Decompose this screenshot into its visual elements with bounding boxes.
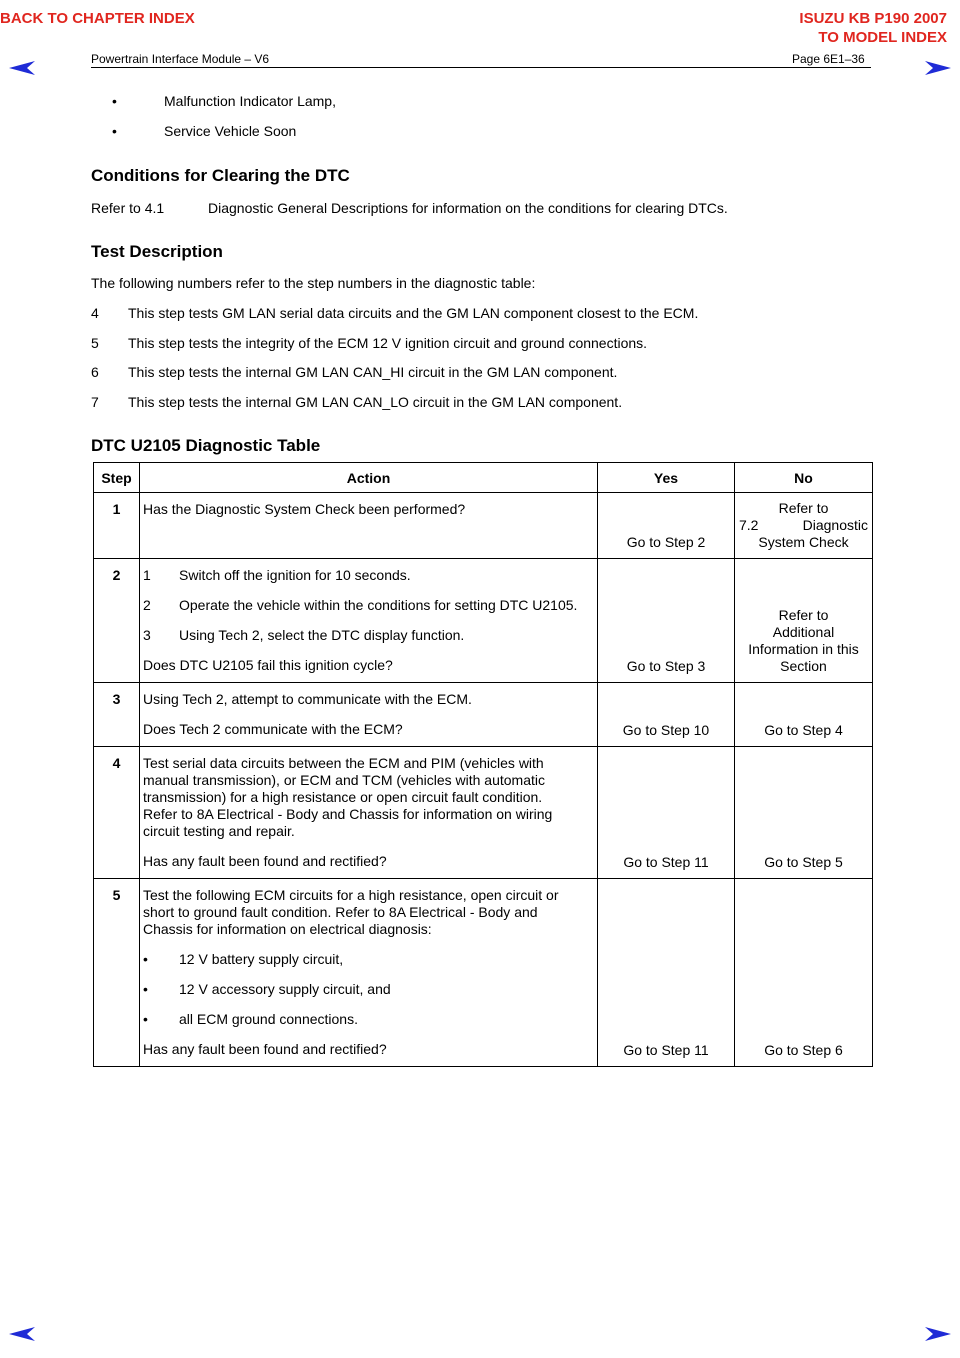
list-item: • Service Vehicle Soon	[112, 123, 297, 139]
bullet-icon: •	[143, 1011, 148, 1027]
action-cell: Test the following ECM circuits for a high resistance, open circuit or short to ground fault condition. Refer to 8A Electrical - Body and Chassis for information on electrical diagnosis: • 12 V battery supply circuit, • 12 V accessory supply circuit, and • all ECM ground connections. Has any fault been found and rectified?	[140, 879, 598, 1067]
column-header-step: Step	[94, 463, 140, 493]
list-item: 4 This step tests GM LAN serial data circuits and the GM LAN component closest to the ECM.	[91, 305, 699, 321]
step-number: 2	[94, 559, 140, 683]
bullet-icon: •	[143, 981, 148, 997]
next-page-arrow-bottom-icon[interactable]	[924, 1326, 952, 1342]
no-cell[interactable]: Refer to Additional Information in this Section	[735, 559, 873, 683]
yes-cell[interactable]: Go to Step 11	[598, 747, 735, 879]
header-title: Powertrain Interface Module – V6	[91, 52, 270, 66]
back-to-chapter-index-link[interactable]: BACK TO CHAPTER INDEX	[0, 10, 195, 27]
list-item: • 12 V accessory supply circuit, and	[143, 981, 391, 997]
list-item: • Malfunction Indicator Lamp,	[112, 93, 336, 109]
table-heading: DTC U2105 Diagnostic Table	[91, 436, 321, 455]
clearing-ref: Refer to 4.1	[91, 200, 165, 216]
list-item: 5 This step tests the integrity of the ECM 12 V ignition circuit and ground connections.	[91, 335, 648, 351]
test-description-heading: Test Description	[91, 242, 223, 261]
bullet-icon: •	[143, 951, 148, 967]
diagnostic-table	[93, 462, 873, 1067]
no-cell[interactable]: Go to Step 6	[735, 879, 873, 1067]
column-header-yes: Yes	[598, 463, 735, 493]
previous-page-arrow-bottom-icon[interactable]	[8, 1326, 36, 1342]
test-description-intro: The following numbers refer to the step numbers in the diagnostic table:	[91, 275, 536, 291]
yes-cell[interactable]: Go to Step 10	[598, 683, 735, 747]
table-row	[94, 493, 873, 559]
clearing-text: Diagnostic General Descriptions for information on the conditions for clearing DTCs.	[208, 200, 728, 216]
list-item: • all ECM ground connections.	[143, 1011, 358, 1027]
action-cell: Has the Diagnostic System Check been performed?	[140, 493, 598, 559]
table-row	[94, 747, 873, 879]
action-cell: 1 Switch off the ignition for 10 seconds. 2 Operate the vehicle within the conditions for setting DTC U2105. 3 Using Tech 2, select the DTC display function. Does DTC U2105 fail this ignition cycle?	[140, 559, 598, 683]
yes-cell[interactable]: Go to Step 3	[598, 559, 735, 683]
step-number: 5	[94, 879, 140, 1067]
column-header-action: Action	[140, 463, 598, 493]
table-row	[94, 683, 873, 747]
table-header-row	[94, 463, 873, 493]
no-cell[interactable]: Refer to 7.2 Diagnostic System Check	[735, 493, 873, 559]
clearing-heading: Conditions for Clearing the DTC	[91, 166, 350, 185]
yes-cell[interactable]: Go to Step 11	[598, 879, 735, 1067]
action-cell: Test serial data circuits between the ECM and PIM (vehicles with manual transmission), or ECM and TCM (vehicles with automatic transmission) for a high resistance or open circuit fault condition. Refer to 8A Electrical - Body and Chassis for information on wiring circuit testing and repair. Has any fault been found and rectified?	[140, 747, 598, 879]
bullet-icon: •	[112, 93, 117, 109]
action-cell: Using Tech 2, attempt to communicate with the ECM. Does Tech 2 communicate with the ECM?	[140, 683, 598, 747]
list-item: 7 This step tests the internal GM LAN CAN_LO circuit in the GM LAN component.	[91, 394, 623, 410]
column-header-no: No	[735, 463, 873, 493]
bullet-icon: •	[112, 123, 117, 139]
step-number: 1	[94, 493, 140, 559]
yes-cell[interactable]: Go to Step 2	[598, 493, 735, 559]
step-number: 4	[94, 747, 140, 879]
model-title-link[interactable]: ISUZU KB P190 2007	[799, 10, 947, 27]
no-cell[interactable]: Go to Step 4	[735, 683, 873, 747]
table-row	[94, 559, 873, 683]
previous-page-arrow-icon[interactable]	[8, 60, 36, 76]
no-cell[interactable]: Go to Step 5	[735, 747, 873, 879]
next-page-arrow-icon[interactable]	[924, 60, 952, 76]
page-number: Page 6E1–36	[792, 52, 865, 66]
step-number: 3	[94, 683, 140, 747]
list-item: • 12 V battery supply circuit,	[143, 951, 344, 967]
to-model-index-link[interactable]: TO MODEL INDEX	[818, 29, 947, 46]
table-row	[94, 879, 873, 1067]
list-item: 6 This step tests the internal GM LAN CAN_HI circuit in the GM LAN component.	[91, 364, 618, 380]
header-rule	[91, 67, 871, 68]
